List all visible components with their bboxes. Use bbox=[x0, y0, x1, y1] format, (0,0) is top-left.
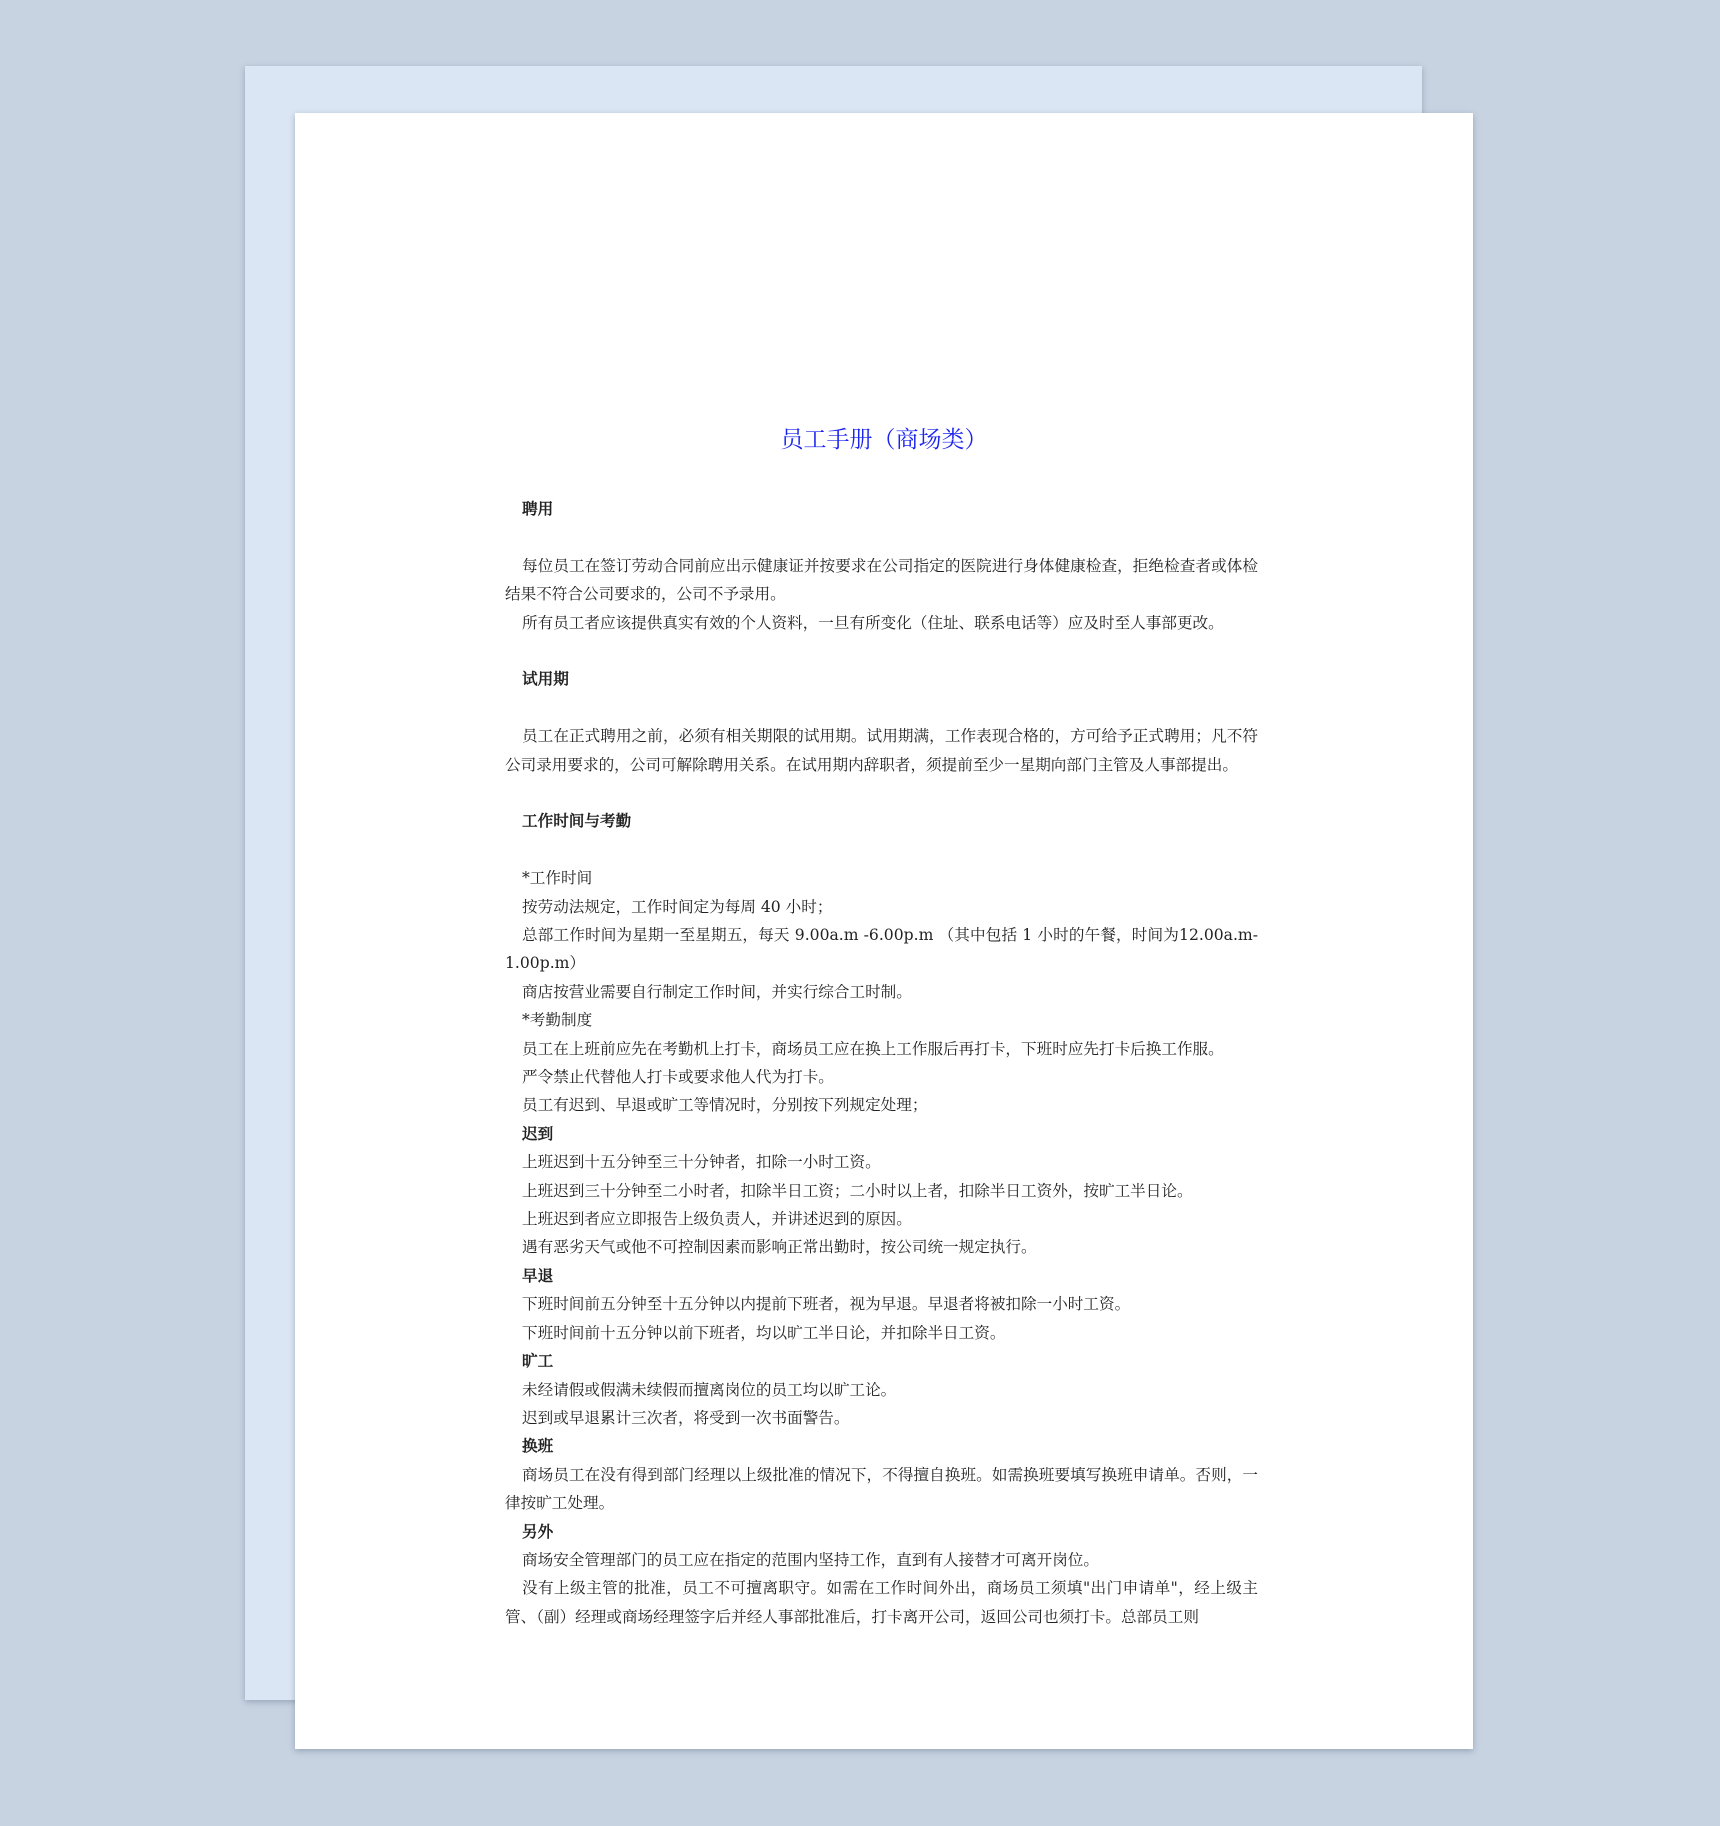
section-heading-hiring: 聘用 bbox=[522, 499, 554, 518]
paragraph: 员工在上班前应先在考勤机上打卡，商场员工应在换上工作服后再打卡，下班时应先打卡后换工作服。 bbox=[522, 1039, 1224, 1058]
paragraph: 上班迟到十五分钟至三十分钟者，扣除一小时工资。 bbox=[522, 1153, 881, 1172]
paragraph: 商店按营业需要自行制定工作时间，并实行综合工时制。 bbox=[522, 982, 912, 1001]
document-page bbox=[295, 113, 1473, 1749]
paragraph: 按劳动法规定，工作时间定为每周 40 小时； bbox=[522, 897, 833, 916]
document-body bbox=[505, 495, 1258, 1631]
paragraph: *考勤制度 bbox=[522, 1011, 593, 1030]
paragraph: 商场安全管理部门的员工应在指定的范围内坚持工作，直到有人接替才可离开岗位。 bbox=[522, 1550, 1099, 1569]
paragraph: 遇有恶劣天气或他不可控制因素而影响正常出勤时，按公司统一规定执行。 bbox=[522, 1238, 1037, 1257]
paragraph: 迟到或早退累计三次者，将受到一次书面警告。 bbox=[522, 1408, 850, 1427]
document-title: 员工手册（商场类） bbox=[780, 427, 988, 453]
paragraph: 下班时间前五分钟至十五分钟以内提前下班者，视为早退。早退者将被扣除一小时工资。 bbox=[522, 1295, 1131, 1314]
paragraph: 每位员工在签订劳动合同前应出示健康证并按要求在公司指定的医院进行身体健康检查，拒绝检查者或体检结果不符合公司要求的，公司不予录用。 bbox=[505, 556, 1258, 604]
section-heading-work-hours: 工作时间与考勤 bbox=[522, 811, 632, 831]
paragraph: 商场员工在没有得到部门经理以上级批准的情况下，不得擅自换班。如需换班要填写换班申请单。否则，一律按旷工处理。 bbox=[505, 1465, 1258, 1513]
subheading-late: 迟到 bbox=[522, 1123, 554, 1143]
subheading-absence: 旷工 bbox=[522, 1351, 554, 1371]
subheading-shift-change: 换班 bbox=[522, 1436, 554, 1456]
paragraph: 上班迟到者应立即报告上级负责人，并讲述迟到的原因。 bbox=[522, 1210, 912, 1229]
paragraph: 总部工作时间为星期一至星期五，每天 9.00a.m -6.00p.m （其中包括 1 小时的午餐，时间为12.00a.m-1.00p.m） bbox=[505, 926, 1258, 973]
paragraph: 所有员工者应该提供真实有效的个人资料，一旦有所变化（住址、联系电话等）应及时至人事部更改。 bbox=[522, 613, 1224, 632]
subheading-early-leave: 早退 bbox=[522, 1265, 554, 1285]
paragraph: 下班时间前十五分钟以前下班者，均以旷工半日论，并扣除半日工资。 bbox=[522, 1323, 1006, 1342]
paragraph: 没有上级主管的批准，员工不可擅离职守。如需在工作时间外出，商场员工须填"出门申请单"，经上级主管、（副）经理或商场经理签字后并经人事部批准后，打卡离开公司，返回公司也须打卡。总部员工则 bbox=[505, 1579, 1258, 1626]
subheading-other: 另外 bbox=[522, 1521, 554, 1541]
paragraph: 严令禁止代替他人打卡或要求他人代为打卡。 bbox=[522, 1068, 834, 1087]
paragraph: 员工有迟到、早退或旷工等情况时，分别按下列规定处理； bbox=[522, 1096, 928, 1115]
section-heading-probation: 试用期 bbox=[522, 669, 569, 689]
paragraph: 未经请假或假满未续假而擅离岗位的员工均以旷工论。 bbox=[522, 1380, 897, 1399]
paragraph: 员工在正式聘用之前，必须有相关期限的试用期。试用期满，工作表现合格的，方可给予正式聘用；凡不符公司录用要求的，公司可解除聘用关系。在试用期内辞职者，须提前至少一星期向部门主管及人事部提出。 bbox=[505, 727, 1258, 774]
paragraph: 上班迟到三十分钟至二小时者，扣除半日工资；二小时以上者，扣除半日工资外，按旷工半日论。 bbox=[522, 1181, 1193, 1200]
paragraph: *工作时间 bbox=[522, 869, 593, 888]
